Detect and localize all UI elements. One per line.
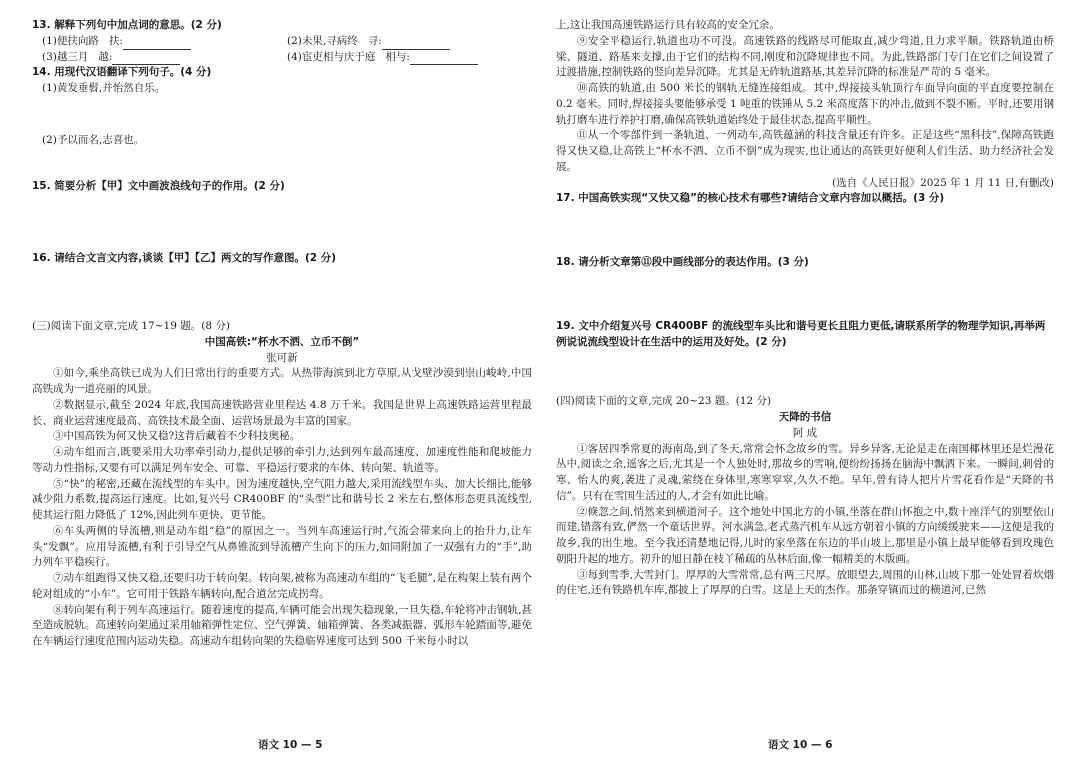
article-title: 中国高铁:“杯水不洒、立币不倒” bbox=[204, 335, 360, 348]
right-page bbox=[556, 18, 1054, 599]
paragraph: 上,这让我国高速铁路运行具有较高的安全冗余。 bbox=[556, 19, 780, 31]
q14-sentence-1: (1)黄发垂髫,并怡然自乐。 bbox=[42, 82, 166, 94]
paragraph: ⑦动车组跑得又快又稳,还要归功于转向架。转向架,被称为高速动车组的“飞毛腿”,是在构架上装有两个轮对组成的“小车”。它可用于铁路车辆转向,配合道岔完成拐弯。 bbox=[32, 572, 532, 600]
paragraph: ⑨安全平稳运行,轨道也功不可没。高速铁路的线路尽可能取直,减少弯道,且力求平顺。铁路轨道由桥梁、隧道、路基来支撑,由于它们的结构不同,刚度和沉降规律也不同。为此,铁路部门专门在它们之间设置了过渡措施,控制铁路的竖向差异沉降。尤其是无砟轨道路基,其差异沉降的标准是严苛的 5 毫米。 bbox=[556, 34, 1054, 79]
paragraph: ①客居四季常夏的海南岛,到了冬天,常常会怀念故乡的雪。异乡异客,无论是走在南国椰林里还是烂漫花丛中,阅读之余,遥客之后,尤其是一个人独处时,那故乡的雪响,便纷纷扬扬在脑海中飘洒下来。一瞬间,刺骨的寒、怡人的爽,袭进了灵魂,萦绕在身体里,寒寒窣窣,久久不绝。早年,曾有诗人把片片雪花看作是“天降的书信”。只有在雪国生活过的人,才会有如此比喻。 bbox=[556, 442, 1054, 502]
section-4-heading: (四)阅读下面的文章,完成 20~23 题。(12 分) bbox=[556, 395, 772, 408]
q13-item-1: (1)便扶向路 bbox=[42, 34, 99, 47]
answer-space[interactable] bbox=[32, 194, 532, 251]
paragraph: ⑩高铁的轨道,由 500 米长的钢轨无缝连接组成。其中,焊接接头轨顶行车面导向面的平直度要控制在 0.2 毫米。同时,焊接接头要能够承受 1 吨重的铁锤从 5.2 米高度落下的冲击,做到不裂不断。平时,还要用钢轨打磨车进行养护打磨,确保高铁轨道始终处于最佳状态,提高平顺性。 bbox=[556, 82, 1054, 126]
q13-row-2: (3)越三月 越: (4)宦吏相与庆于庭 相与: bbox=[32, 50, 532, 66]
answer-blank[interactable] bbox=[410, 54, 478, 65]
question-14: 14. 用现代汉语翻译下列句子。(4 分) bbox=[32, 66, 212, 79]
question-17: 17. 中国高铁实现“又快又稳”的核心技术有哪些?请结合文章内容加以概括。(3 分) bbox=[556, 192, 945, 205]
section-3-heading: (三)阅读下面文章,完成 17~19 题。(8 分) bbox=[32, 320, 230, 332]
question-13: 13. 解释下列句中加点词的意思。(2 分) bbox=[32, 19, 222, 31]
paragraph: ②数据显示,截至 2024 年底,我国高速铁路营业里程达 4.8 万千米。我国是世界上高速铁路运营里程最长、商业运营速度最高、高铁技术最全面、运营场景最为丰富的国家。 bbox=[32, 398, 532, 427]
paragraph: ④动车组而言,既要采用大功率牵引动力,提供足够的牵引力,达到列车最高速度、加速度性能和爬坡能力等动力性指标,又要有可以满足列车安全、可靠、平稳运行要求的车体、转向架、轨道等。 bbox=[32, 446, 532, 474]
q13-row-1: (1)便扶向路 扶: (2)未果,寻病终 寻: bbox=[32, 34, 532, 50]
article-author: 张可新 bbox=[266, 351, 298, 364]
paragraph: ③中国高铁为何又快又稳?这背后藏着不少科技奥秘。 bbox=[53, 430, 301, 443]
q13-item-2: (2)未果,寻病终 bbox=[287, 34, 358, 47]
answer-blank[interactable] bbox=[123, 39, 191, 50]
answer-space[interactable] bbox=[32, 97, 532, 133]
article2-title: 天降的书信 bbox=[778, 411, 832, 423]
answer-space[interactable] bbox=[556, 350, 1054, 394]
paragraph: ⑧转向架有利于列车高速运行。随着速度的提高,车辆可能会出现失稳现象,一旦失稳,车轮将冲击钢轨,甚至造成脱轨。高速转向架通过采用轴箱弹性定位、空气弹簧、轴箱弹簧、各类减振器、弧形车轮踏面等,避免在车辆运行速度范围内运动失稳。高速动车组转向架的失稳临界速度可达到 500 千米每小时以 bbox=[32, 603, 532, 647]
article2-author: 阿 成 bbox=[792, 426, 818, 439]
paragraph: ②倏忽之间,悄然来到横道河子。这个地处中国北方的小镇,坐落在群山怀抱之中,数十座洋气的别墅依山而建,错落有致,俨然一个童话世界。河水满急,老式蒸汽机车从远方朝着小镇的方向缓缓驶来——这便是我的故乡,我的出生地。至今我还清楚地记得,儿时的家坐落在东边的半山坡上,那里是小镇上最早能够看到玫瑰色朝阳升起的地方。初升的旭日静在枝丫稀疏的丛林后面,像一幅精美的木版画。 bbox=[556, 505, 1054, 565]
answer-space[interactable] bbox=[32, 149, 532, 179]
paragraph: ⑪从一个零部件到一条轨道、一列动车,高铁蕴涵的科技含量还有许多。正是这些“黑科技”,保障高铁跑得又快又稳,让高铁上“杯水不洒、立币不倒”成为现实,也让通达的高铁更好便利人们生活、助力经济社会发展。 bbox=[556, 129, 1054, 173]
paragraph: ③每到雪季,大雪封门。厚厚的大雪常常,总有两三尺厚。放眼望去,周围的山林,山坡下那一处处冒着炊烟的住宅,还有铁路机车库,都披上了厚厚的白雪。这是上天的杰作。那条穿镇而过的横道河,已然 bbox=[556, 568, 1054, 597]
paragraph: ①如今,乘坐高铁已成为人们日常出行的重要方式。从热带海滨到北方草原,从戈壁沙漠到崇山峻岭,中国高铁成为一道亮丽的风景。 bbox=[32, 367, 532, 395]
answer-space[interactable] bbox=[556, 207, 1054, 255]
answer-blank[interactable] bbox=[382, 39, 450, 50]
paragraph: ⑤“快”的秘密,还藏在流线型的车头中。因为速度越快,空气阻力越大,采用流线型车头、加大长细比,能够减少阻力系数,提高运行速度。比如,复兴号 CR400BF 的“头型”比和谐号长 2 米左右,整体形态更具流线型,使其运行阻力降低了 12%,因此列车更快、更节能。 bbox=[32, 477, 532, 521]
question-18: 18. 请分析文章第⑪段中画线部分的表达作用。(3 分) bbox=[556, 256, 809, 268]
question-16: 16. 请结合文言文内容,谈谈【甲】【乙】两文的写作意图。(2 分) bbox=[32, 252, 337, 265]
article-source: (选自《人民日报》2025 年 1 月 11 日,有删改) bbox=[832, 176, 1054, 189]
answer-space[interactable] bbox=[556, 271, 1054, 319]
q13-item-4: (4)宦吏相与庆于庭 bbox=[287, 50, 376, 63]
answer-blank[interactable] bbox=[112, 54, 180, 65]
question-19: 19. 文中介绍复兴号 CR400BF 的流线型车头比和谐号更长且阻力更低,请联系所学的物理学知识,再举两例说说流线型设计在生活中的运用及好处。(2 分) bbox=[556, 319, 1046, 348]
page-number-left: 语文 10 — 5 bbox=[258, 739, 323, 751]
left-page bbox=[32, 18, 532, 650]
question-15: 15. 简要分析【甲】文中画波浪线句子的作用。(2 分) bbox=[32, 179, 285, 192]
page-number-right: 语文 10 — 6 bbox=[768, 739, 833, 751]
q14-sentence-2: (2)予以而名,志喜也。 bbox=[42, 133, 145, 146]
answer-space[interactable] bbox=[32, 267, 532, 319]
paragraph: ⑥车头两侧的导流槽,则是动车组“稳”的原因之一。当列车高速运行时,气流会带来向上的抬升力,让车头“发飘”。应用导流槽,有利于引导空气从鼻锥流到导流槽产生向下的压力,如同附加了一双强有力的“手”,助力列车平稳疾行。 bbox=[32, 524, 532, 569]
q13-item-3: (3)越三月 bbox=[42, 50, 89, 63]
